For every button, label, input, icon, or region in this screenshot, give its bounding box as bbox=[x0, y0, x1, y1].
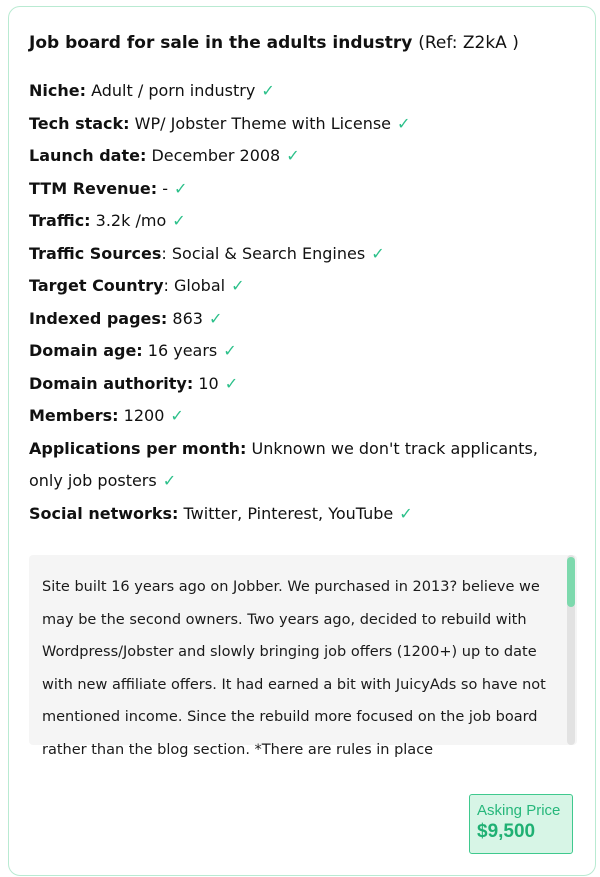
feature-value: : Social & Search Engines bbox=[161, 243, 366, 263]
feature-value: : Global bbox=[163, 276, 226, 295]
feature-value: December 2008 bbox=[146, 146, 281, 165]
checkmark-icon: ✓ bbox=[172, 211, 186, 230]
feature-row bbox=[29, 303, 569, 336]
scrollbar-thumb[interactable] bbox=[567, 557, 575, 607]
feature-key: Tech stack: bbox=[29, 113, 130, 133]
asking-price-label: Asking Price bbox=[477, 802, 561, 819]
feature-value: 863 bbox=[167, 308, 203, 328]
description-scrollbar[interactable] bbox=[567, 555, 575, 745]
feature-value: Twitter, Pinterest, YouTube bbox=[178, 503, 394, 523]
feature-row bbox=[29, 205, 569, 238]
checkmark-icon: ✓ bbox=[397, 113, 411, 133]
feature-row bbox=[29, 238, 569, 271]
listing-card bbox=[8, 6, 596, 876]
feature-row bbox=[29, 335, 569, 368]
feature-key: Applications per month: bbox=[29, 438, 247, 458]
feature-key: TTM Revenue: bbox=[29, 178, 158, 198]
feature-row bbox=[29, 270, 569, 303]
feature-row bbox=[29, 173, 569, 206]
feature-row bbox=[29, 498, 569, 531]
feature-value: Adult / porn industry bbox=[86, 81, 256, 100]
checkmark-icon: ✓ bbox=[286, 146, 300, 165]
feature-key: Members: bbox=[29, 406, 119, 425]
feature-value: 16 years bbox=[142, 341, 218, 360]
feature-list bbox=[29, 75, 569, 530]
checkmark-icon: ✓ bbox=[371, 243, 385, 263]
feature-row bbox=[29, 368, 569, 401]
feature-key: Domain age: bbox=[29, 341, 143, 360]
feature-row bbox=[29, 75, 569, 108]
description-box[interactable] bbox=[29, 555, 577, 758]
feature-row bbox=[29, 140, 569, 173]
feature-value: - bbox=[157, 178, 169, 198]
feature-row bbox=[29, 433, 569, 498]
listing-title-text: Job board for sale in the adults industry bbox=[29, 33, 413, 53]
asking-price-box bbox=[469, 794, 573, 854]
checkmark-icon: ✓ bbox=[174, 178, 188, 198]
listing-title bbox=[29, 33, 519, 53]
feature-key: Traffic: bbox=[29, 211, 91, 230]
feature-value: 10 bbox=[193, 373, 219, 393]
feature-key: Social networks: bbox=[29, 503, 179, 523]
feature-key: Target Country bbox=[29, 276, 164, 295]
checkmark-icon: ✓ bbox=[208, 308, 223, 328]
feature-key: Indexed pages: bbox=[29, 308, 168, 328]
feature-key: Launch date: bbox=[29, 146, 147, 165]
checkmark-icon: ✓ bbox=[224, 373, 239, 393]
description-text: Site built 16 years ago on Jobber. We purchased in 2013? believe we may be the second owners. Two years ago, decided to rebuild with Wordpress/Jobster and slowly bringing job offers (1200+) up to date with new affiliate offers. It had earned a bit with JuicyAds so have not mentioned income. Since the rebuild more focused on the job board rather than the blog section. *There are rules in place bbox=[42, 579, 546, 758]
checkmark-icon: ✓ bbox=[170, 406, 184, 425]
feature-row bbox=[29, 400, 569, 433]
feature-row bbox=[29, 108, 569, 141]
checkmark-icon: ✓ bbox=[162, 471, 177, 490]
feature-value: 1200 bbox=[118, 406, 165, 425]
feature-value: Unknown we don't track applicants, only job posters bbox=[29, 438, 538, 490]
listing-ref: (Ref: Z2kA ) bbox=[418, 33, 519, 53]
asking-price-value: $9,500 bbox=[477, 821, 536, 842]
feature-key: Domain authority: bbox=[29, 373, 194, 393]
feature-key: Niche: bbox=[29, 81, 86, 100]
feature-value: 3.2k /mo bbox=[90, 211, 167, 230]
checkmark-icon: ✓ bbox=[223, 341, 237, 360]
checkmark-icon: ✓ bbox=[261, 81, 275, 100]
feature-value: WP/ Jobster Theme with License bbox=[129, 113, 392, 133]
checkmark-icon: ✓ bbox=[231, 276, 245, 295]
feature-key: Traffic Sources bbox=[29, 243, 162, 263]
checkmark-icon: ✓ bbox=[399, 503, 413, 523]
